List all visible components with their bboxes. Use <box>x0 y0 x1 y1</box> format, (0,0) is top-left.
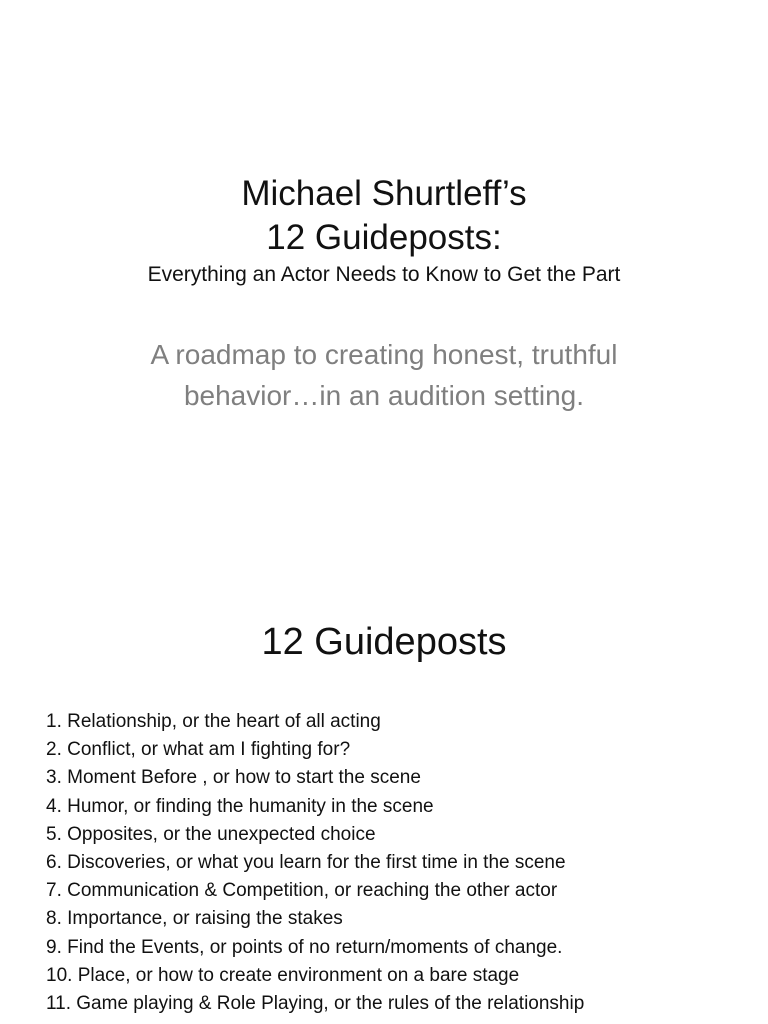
list-item: 6. Discoveries, or what you learn for the first time in the scene <box>46 852 566 874</box>
list-item: 8. Importance, or raising the stakes <box>46 908 343 930</box>
title-line-1: Michael Shurtleff’s <box>241 174 527 213</box>
list-item: 11. Game playing & Role Playing, or the rules of the relationship <box>46 993 585 1015</box>
tagline-line-2: behavior…in an audition setting. <box>183 380 585 411</box>
guidepost-list <box>46 708 746 1018</box>
list-item: 5. Opposites, or the unexpected choice <box>46 823 376 845</box>
guideposts-title: 12 Guideposts <box>261 621 507 663</box>
title-block <box>0 172 768 290</box>
list-item: 9. Find the Events, or points of no return/moments of change. <box>46 936 563 958</box>
subtitle: Everything an Actor Needs to Know to Get the Part <box>147 263 621 286</box>
guideposts-slide <box>0 576 768 1024</box>
list-item: 7. Communication & Competition, or reaching the other actor <box>46 880 558 902</box>
list-item: 4. Humor, or finding the humanity in the scene <box>46 795 434 817</box>
list-item: 1. Relationship, or the heart of all acting <box>46 711 381 732</box>
tagline <box>0 334 768 416</box>
title-line-2: 12 Guideposts: <box>266 218 502 257</box>
list-item: 3. Moment Before , or how to start the scene <box>46 767 421 789</box>
list-item: 2. Conflict, or what am I fighting for? <box>46 739 351 761</box>
list-item: 10. Place, or how to create environment on a bare stage <box>46 964 520 986</box>
tagline-line-1: A roadmap to creating honest, truthful <box>150 339 618 370</box>
